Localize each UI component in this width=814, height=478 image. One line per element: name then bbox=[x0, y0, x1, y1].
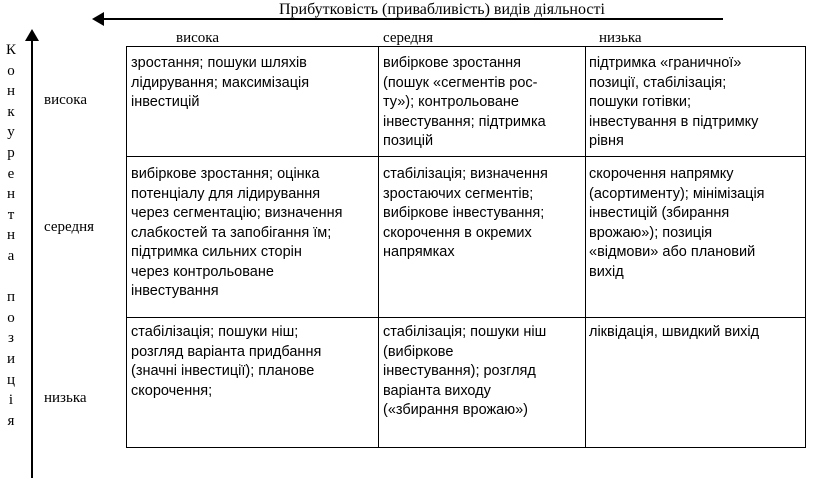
vertical-axis-letter: і bbox=[8, 392, 14, 409]
vertical-axis-letter: а bbox=[7, 248, 15, 264]
row-header-high: висока bbox=[44, 92, 87, 108]
profitability-axis-title: Прибутковість (привабливість) видів діяльності bbox=[279, 1, 605, 18]
cell-low-position-high-profit: стабілізація; пошуки ніш; розгляд варіанта придбання (значні інвестиції); планове скорочення; bbox=[131, 324, 322, 399]
vertical-axis-letter: и bbox=[6, 351, 16, 367]
vertical-axis-letter: н bbox=[6, 227, 16, 244]
vertical-axis-letter: К bbox=[5, 42, 16, 58]
cell-low-position-medium-profit: стабілізація; пошуки ніш (вибіркове інвестування); розгляд варіанта виходу («збирання врожаю») bbox=[383, 324, 547, 418]
cell-high-position-low-profit: підтримка «граничної» позиції, стабілізація; пошуки готівки; інвестування в підтримку рівня bbox=[589, 55, 759, 149]
vertical-axis-letter: у bbox=[7, 124, 15, 141]
competitive-position-axis-arrowhead bbox=[25, 29, 39, 41]
vertical-axis-letter: о bbox=[7, 62, 15, 79]
row-header-medium: середня bbox=[44, 219, 95, 235]
cell-low-position-low-profit: ліквідація, швидкий вихід bbox=[589, 324, 760, 340]
vertical-axis-letter: з bbox=[8, 330, 14, 347]
vertical-axis-letter: о bbox=[7, 309, 15, 326]
profitability-axis-line bbox=[102, 18, 723, 20]
grid-divider-horizontal-2 bbox=[126, 317, 806, 318]
competitive-position-axis-line bbox=[31, 40, 33, 478]
profitability-axis-arrowhead bbox=[92, 12, 104, 26]
vertical-axis-letter: е bbox=[7, 165, 15, 182]
column-header-high: висока bbox=[176, 30, 219, 46]
row-header-low: низька bbox=[44, 390, 87, 406]
cell-medium-position-medium-profit: стабілізація; визначення зростаючих сегментів; вибіркове інвестування; скорочення в окремих напрямках bbox=[383, 166, 548, 260]
cell-high-position-medium-profit: вибіркове зростання (пошук «сегментів рос- ту»); контрольоване інвестування; підтримка позицій bbox=[383, 55, 546, 149]
cell-medium-position-high-profit: вибіркове зростання; оцінка потенціалу для лідирування через сегментацію; визначення слабкостей та запобігання їм; підтримка сильних сторін через контрольоване інвестування bbox=[131, 166, 343, 299]
cell-medium-position-low-profit: скорочення напрямку (асортименту); мінімізація інвестицій (збирання врожаю»); позиція «відмови» або плановий вихід bbox=[589, 166, 765, 280]
grid-divider-horizontal-1 bbox=[126, 156, 806, 157]
vertical-axis-letter: р bbox=[7, 145, 15, 161]
column-header-medium: середня bbox=[383, 30, 434, 46]
vertical-axis-letter: я bbox=[7, 412, 15, 429]
vertical-axis-letter: ц bbox=[6, 371, 16, 388]
vertical-axis-letter: п bbox=[6, 289, 16, 306]
vertical-axis-letter: н bbox=[6, 83, 16, 100]
cell-high-position-high-profit: зростання; пошуки шляхів лідирування; максимізація інвестицій bbox=[131, 55, 310, 110]
grid-divider-vertical-2 bbox=[585, 46, 586, 448]
vertical-axis-letter: т bbox=[7, 206, 15, 223]
grid-divider-vertical-1 bbox=[378, 46, 379, 448]
column-header-low: низька bbox=[599, 30, 642, 46]
vertical-axis-letter: к bbox=[7, 103, 15, 120]
vertical-axis-letter: н bbox=[6, 186, 16, 203]
